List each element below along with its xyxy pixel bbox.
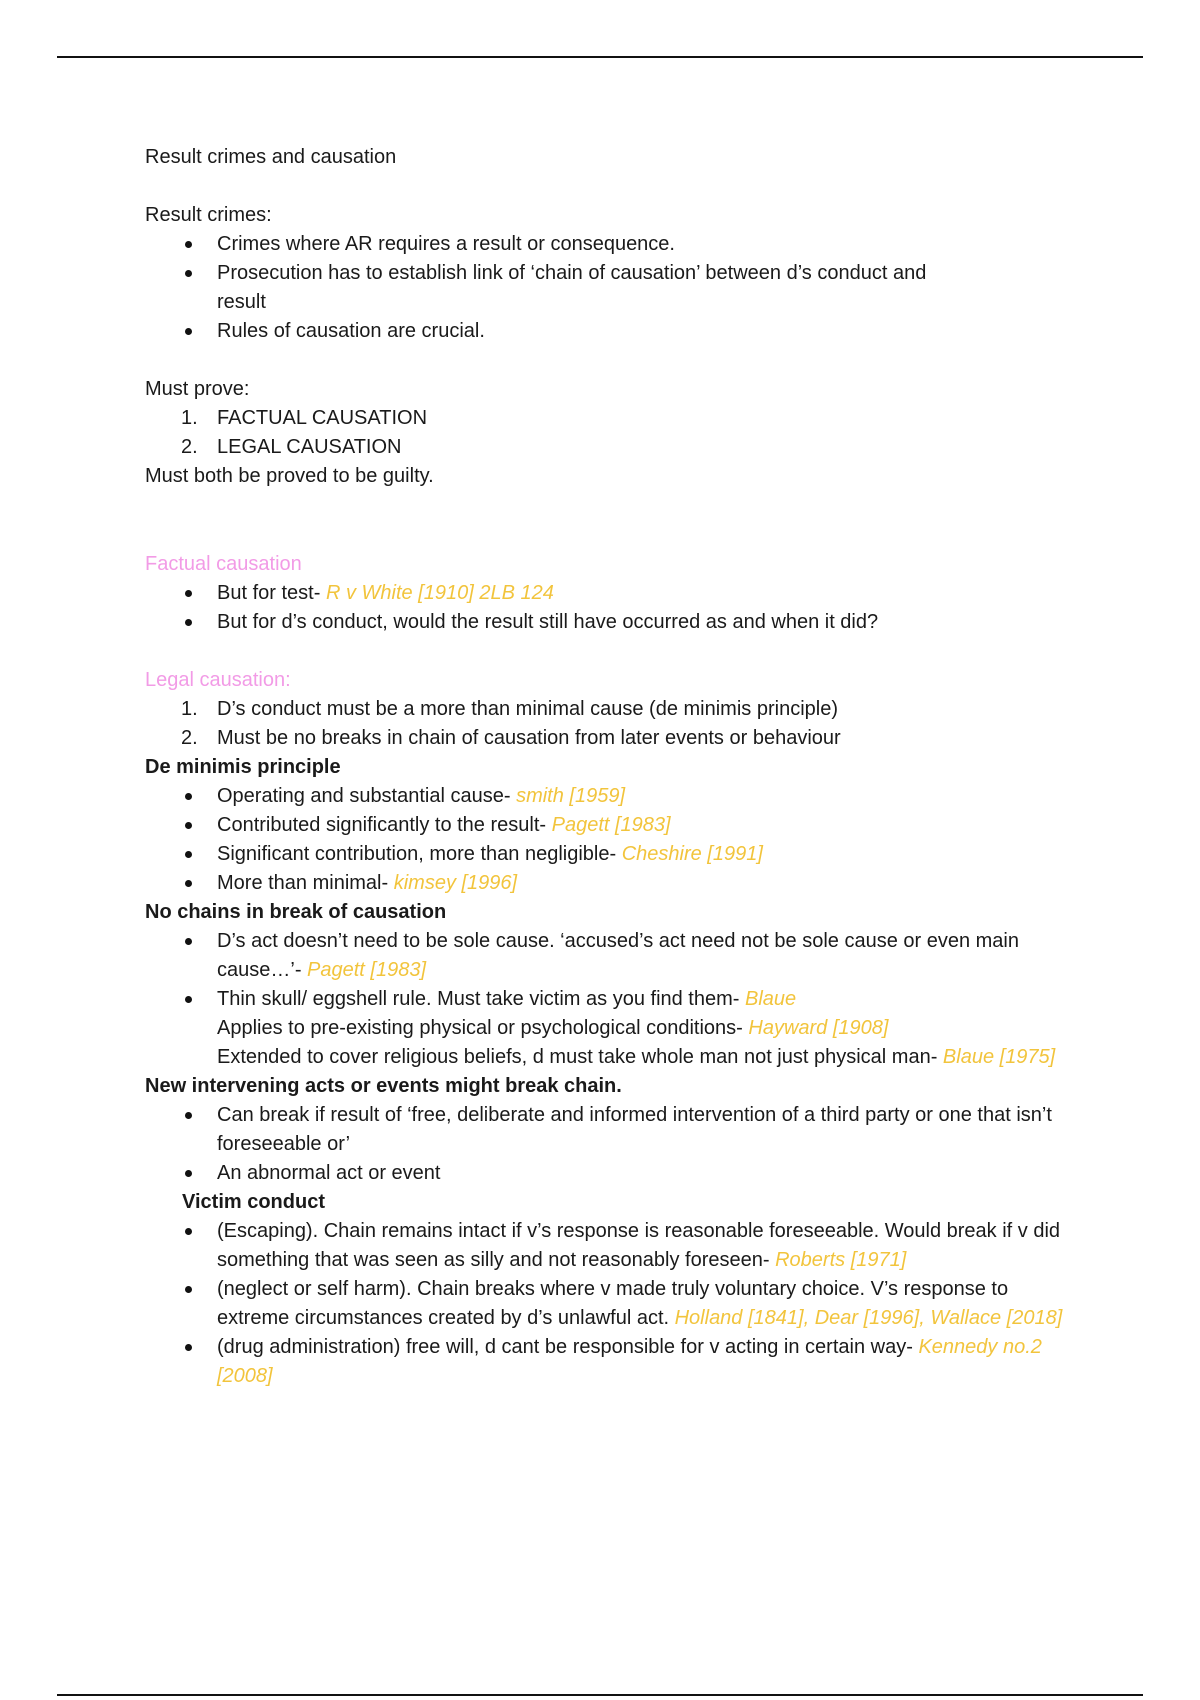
case-citation: Cheshire [1991] <box>621 843 763 865</box>
case-citation: Blaue [1975] <box>942 1046 1056 1068</box>
list-text: Thin skull/ eggshell rule. Must take victim as you find them- <box>217 988 745 1010</box>
legal-causation-heading: Legal causation: <box>145 669 291 691</box>
list-item: An abnormal act or event <box>145 1159 1065 1188</box>
result-crimes-list <box>145 230 1065 346</box>
intervening-list <box>145 1101 1065 1188</box>
list-text: Must be no breaks in chain of causation from later events or behaviour <box>217 727 841 749</box>
case-citation: Holland [1841], Dear [1996], Wallace [2018] <box>674 1307 1063 1329</box>
list-text: More than minimal- <box>217 872 394 894</box>
list-item <box>145 695 1065 724</box>
list-item <box>145 1275 1065 1333</box>
list-text: Extended to cover religious beliefs, d must take whole man not just physical man- <box>217 1046 943 1068</box>
list-item <box>145 1333 1065 1391</box>
no-chains-list <box>145 927 1065 1072</box>
list-item <box>145 869 1065 898</box>
case-citation: kimsey [1996] <box>393 872 518 894</box>
case-citation: Kennedy no.2 [2008] <box>217 1336 1042 1387</box>
de-minimis-list <box>145 782 1065 898</box>
victim-conduct-heading: Victim conduct <box>182 1191 325 1213</box>
list-continuation <box>217 1043 1065 1072</box>
list-item <box>145 1217 1065 1275</box>
list-item: Prosecution has to establish link of ‘chain of causation’ between d’s conduct and result <box>145 259 1065 317</box>
case-citation: Pagett [1983] <box>307 959 427 981</box>
case-citation: Hayward [1908] <box>748 1017 889 1039</box>
case-citation: Roberts [1971] <box>775 1249 907 1271</box>
list-text: (neglect or self harm). Chain breaks where v made truly voluntary choice. V’s response to extreme circumstances created by d’s unlawful act. <box>217 1278 1009 1329</box>
list-text: Contributed significantly to the result- <box>217 814 552 836</box>
list-item: Can break if result of ‘free, deliberate and informed intervention of a third party or one that isn’t foreseeable or’ <box>145 1101 1065 1159</box>
factual-causation-heading: Factual causation <box>145 553 302 575</box>
victim-conduct-list <box>145 1217 1065 1391</box>
list-item <box>145 985 1065 1072</box>
list-text: Operating and substantial cause- <box>217 785 517 807</box>
case-citation: Pagett [1983] <box>551 814 671 836</box>
list-item <box>145 782 1065 811</box>
list-item: Rules of causation are crucial. <box>145 317 1065 346</box>
result-crimes-heading: Result crimes: <box>145 204 272 226</box>
list-item: Crimes where AR requires a result or consequence. <box>145 230 1065 259</box>
factual-causation-list <box>145 579 1065 637</box>
list-text: D’s act doesn’t need to be sole cause. ‘accused’s act need not be sole cause or even main cause…’- <box>217 930 1019 981</box>
list-text: Significant contribution, more than negligible- <box>217 843 622 865</box>
list-text: D’s conduct must be a more than minimal cause (de minimis principle) <box>217 698 838 720</box>
list-item <box>145 927 1065 985</box>
case-citation: smith [1959] <box>516 785 626 807</box>
case-citation: Blaue <box>745 988 797 1010</box>
must-prove-heading: Must prove: <box>145 378 250 400</box>
list-continuation <box>217 1014 1065 1043</box>
case-citation: R v White [1910] 2LB 124 <box>325 582 554 604</box>
header-rule <box>57 56 1143 58</box>
must-prove-list <box>145 404 1065 462</box>
footer-rule <box>57 1694 1143 1696</box>
list-text: FACTUAL CAUSATION <box>217 407 428 429</box>
legal-causation-list <box>145 695 1065 753</box>
list-text: LEGAL CAUSATION <box>217 436 402 458</box>
list-number: 2. <box>181 436 198 458</box>
list-item: But for d’s conduct, would the result still have occurred as and when it did? <box>145 608 1065 637</box>
list-number: 1. <box>181 698 198 720</box>
document-title: Result crimes and causation <box>145 146 397 168</box>
list-item <box>145 433 1065 462</box>
list-text: (Escaping). Chain remains intact if v’s response is reasonable foreseeable. Would break if v did something that was seen as silly and not reasonably foreseen- <box>217 1220 1061 1271</box>
list-text: Applies to pre-existing physical or psychological conditions- <box>217 1017 749 1039</box>
list-text: But for test- <box>217 582 326 604</box>
list-item <box>145 811 1065 840</box>
list-number: 1. <box>181 407 198 429</box>
list-text: (drug administration) free will, d cant be responsible for v acting in certain way- <box>217 1336 919 1358</box>
list-item <box>145 404 1065 433</box>
must-prove-footer: Must both be proved to be guilty. <box>145 465 434 487</box>
list-number: 2. <box>181 727 198 749</box>
list-item <box>145 724 1065 753</box>
intervening-heading: New intervening acts or events might break chain. <box>145 1075 622 1097</box>
list-item <box>145 579 1065 608</box>
no-chains-heading: No chains in break of causation <box>145 901 447 923</box>
list-item <box>145 840 1065 869</box>
document-body <box>145 143 1065 1391</box>
de-minimis-heading: De minimis principle <box>145 756 341 778</box>
